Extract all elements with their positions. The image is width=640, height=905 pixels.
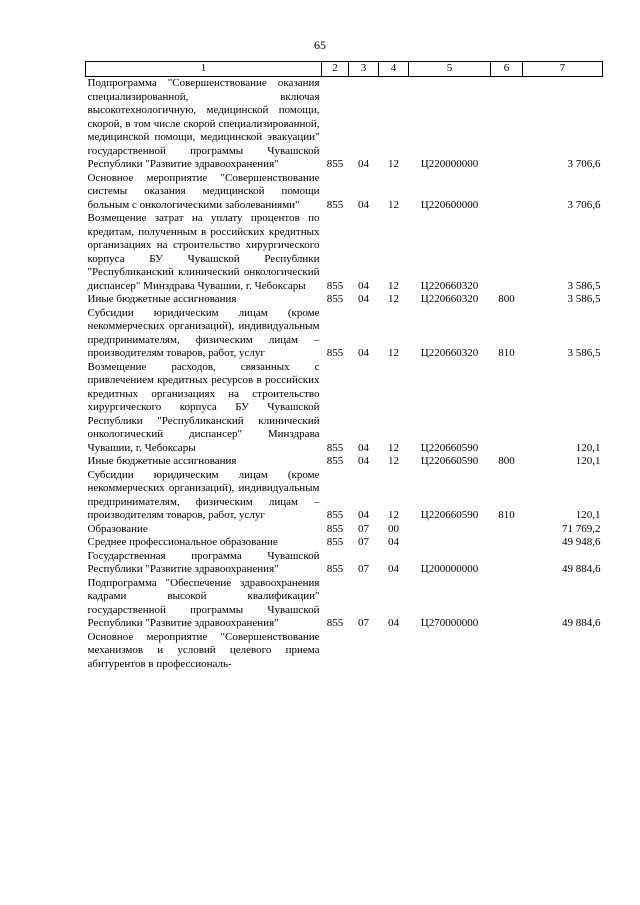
table-row — [86, 469, 603, 523]
row-section: 07 — [358, 522, 369, 535]
row-name: Подпрограмма "Совершенствование оказания специализированной, включая высокотехнологичную, медицинской помощи, скорой, в том числе скорой специализированной, медицинской помощи, медицинской эвакуации" государственной программы Чувашской Республики "Развитие здравоохранения" — [87, 77, 320, 170]
row-section: 07 — [358, 563, 369, 575]
row-name: Возмещение затрат на уплату процентов по кредитам, полученным в российских кредитных организациях на строительство хирургического корпуса БУ Чувашской Республики "Республиканский клинический онкологический диспансер" Минздрава Чувашии, г. Чебоксары — [87, 212, 320, 292]
row-subsection — [379, 631, 409, 672]
row-section: 04 — [358, 279, 369, 292]
header-cell: 1 — [86, 62, 322, 77]
row-name: Основное мероприятие "Совершенствование механизмов и условий целевого приема абитурентов в профессиональ- — [87, 630, 320, 670]
row-name: Субсидии юридическим лицам (кроме некоммерческих организаций), индивидуальным предпринимателям, физическим лицам – производителям товаров, работ, услуг — [87, 468, 320, 521]
row-target-article — [409, 523, 491, 537]
row-section: 04 — [358, 441, 369, 454]
row-section — [349, 631, 379, 672]
row-section: 04 — [358, 158, 369, 170]
row-expense-type — [491, 172, 523, 213]
row-name: Иные бюджетные ассигнования — [87, 455, 237, 467]
row-expense-type: 800 — [498, 455, 515, 467]
row-target-article: Ц220660320 — [420, 279, 479, 292]
row-section: 04 — [358, 347, 369, 359]
row-subsection: 12 — [388, 158, 399, 170]
row-target-article: Ц270000000 — [420, 617, 479, 629]
row-name: Возмещение расходов, связанных с привлечением кредитных ресурсов в российских кредитных организациях на строительство хирургического корпуса БУ Чувашской Республики "Республиканский клинический онкологический диспансер" Минздрава Чувашии, г. Чебоксары — [87, 360, 320, 454]
row-ministry-code: 855 — [326, 536, 344, 548]
row-expense-type: 810 — [498, 509, 515, 521]
row-section: 04 — [358, 198, 369, 211]
row-ministry-code: 855 — [326, 441, 344, 454]
table-row — [86, 212, 603, 293]
row-amount: 71 769,2 — [562, 522, 601, 535]
row-target-article: Ц220660590 — [420, 441, 479, 454]
row-name: Иные бюджетные ассигнования — [87, 293, 237, 305]
header-cell: 4 — [379, 62, 409, 77]
row-subsection: 12 — [388, 347, 399, 359]
row-amount: 3 586,5 — [567, 293, 601, 305]
row-subsection: 04 — [388, 617, 399, 629]
row-ministry-code — [322, 631, 349, 672]
row-section: 04 — [358, 509, 369, 521]
table-row — [86, 536, 603, 550]
row-name: Основное мероприятие "Совершенствование системы оказания медицинской помощи больным с онкологическими заболеваниями" — [87, 171, 320, 211]
header-cell: 5 — [409, 62, 491, 77]
header-row — [86, 62, 603, 77]
table-row — [86, 577, 603, 631]
table-row — [86, 523, 603, 537]
row-amount: 49 884,6 — [562, 563, 601, 575]
row-expense-type — [491, 361, 523, 456]
row-ministry-code: 855 — [326, 347, 344, 359]
row-amount: 49 948,6 — [562, 536, 601, 548]
row-subsection: 12 — [388, 441, 399, 454]
row-amount — [523, 631, 603, 672]
row-ministry-code: 855 — [326, 158, 344, 170]
row-amount: 3 706,6 — [567, 158, 601, 170]
row-amount: 3 586,5 — [567, 347, 601, 359]
row-name: Государственная программа Чувашской Республики "Развитие здравоохранения" — [87, 549, 320, 575]
row-ministry-code: 855 — [326, 617, 344, 629]
row-target-article: Ц220660590 — [420, 455, 479, 467]
row-amount: 120,1 — [575, 455, 601, 467]
table-row — [86, 361, 603, 456]
table-row — [86, 631, 603, 672]
row-target-article — [409, 536, 491, 550]
row-subsection: 12 — [388, 455, 399, 467]
table-row — [86, 455, 603, 469]
row-target-article: Ц200000000 — [420, 563, 479, 575]
table-row — [86, 172, 603, 213]
row-section: 04 — [358, 293, 369, 305]
row-target-article: Ц220000000 — [420, 158, 479, 170]
header-cell: 2 — [322, 62, 349, 77]
row-subsection: 12 — [388, 279, 399, 292]
header-cell: 7 — [523, 62, 603, 77]
row-subsection: 04 — [388, 536, 399, 548]
row-name: Субсидии юридическим лицам (кроме некоммерческих организаций), индивидуальным предпринимателям, физическим лицам – производителям товаров, работ, услуг — [87, 306, 320, 359]
row-amount: 120,1 — [575, 509, 601, 521]
table-row — [86, 293, 603, 307]
row-name: Среднее профессиональное образование — [87, 536, 278, 548]
row-ministry-code: 855 — [326, 509, 344, 521]
row-subsection: 04 — [388, 563, 399, 575]
row-expense-type — [491, 550, 523, 577]
row-amount: 3 706,6 — [567, 198, 601, 211]
row-ministry-code: 855 — [326, 279, 344, 292]
row-section: 07 — [358, 536, 369, 548]
row-expense-type: 810 — [498, 347, 515, 359]
row-name: Образование — [87, 522, 148, 535]
row-target-article: Ц220660320 — [420, 293, 479, 305]
header-cell: 6 — [491, 62, 523, 77]
row-ministry-code: 855 — [326, 563, 344, 575]
header-cell: 3 — [349, 62, 379, 77]
row-target-article: Ц220660590 — [420, 509, 479, 521]
row-section: 07 — [358, 617, 369, 629]
row-target-article: Ц220660320 — [420, 347, 479, 359]
row-expense-type — [491, 577, 523, 631]
table-row — [86, 77, 603, 172]
row-amount: 120,1 — [575, 441, 601, 454]
row-amount: 49 884,6 — [562, 617, 601, 629]
table-row — [86, 307, 603, 361]
row-target-article — [409, 631, 491, 672]
row-expense-type — [491, 631, 523, 672]
row-subsection: 12 — [388, 198, 399, 211]
row-section: 04 — [358, 455, 369, 467]
page-number: 65 — [314, 38, 326, 52]
row-ministry-code: 855 — [326, 293, 344, 305]
row-target-article: Ц220600000 — [420, 198, 479, 211]
row-ministry-code: 855 — [326, 198, 344, 211]
row-expense-type — [491, 77, 523, 172]
row-expense-type: 800 — [498, 293, 515, 305]
row-expense-type — [491, 523, 523, 537]
row-name: Подпрограмма "Обеспечение здравоохранения кадрами высокой квалификации" государственной программы Чувашской Республики "Развитие здравоохранения" — [87, 576, 320, 629]
row-subsection: 12 — [388, 509, 399, 521]
row-ministry-code: 855 — [326, 455, 344, 467]
row-expense-type — [491, 212, 523, 293]
row-expense-type — [491, 536, 523, 550]
row-ministry-code: 855 — [326, 522, 344, 535]
table-row — [86, 550, 603, 577]
row-subsection: 00 — [388, 522, 399, 535]
row-amount: 3 586,5 — [567, 279, 601, 292]
budget-table — [85, 61, 603, 671]
row-subsection: 12 — [388, 293, 399, 305]
